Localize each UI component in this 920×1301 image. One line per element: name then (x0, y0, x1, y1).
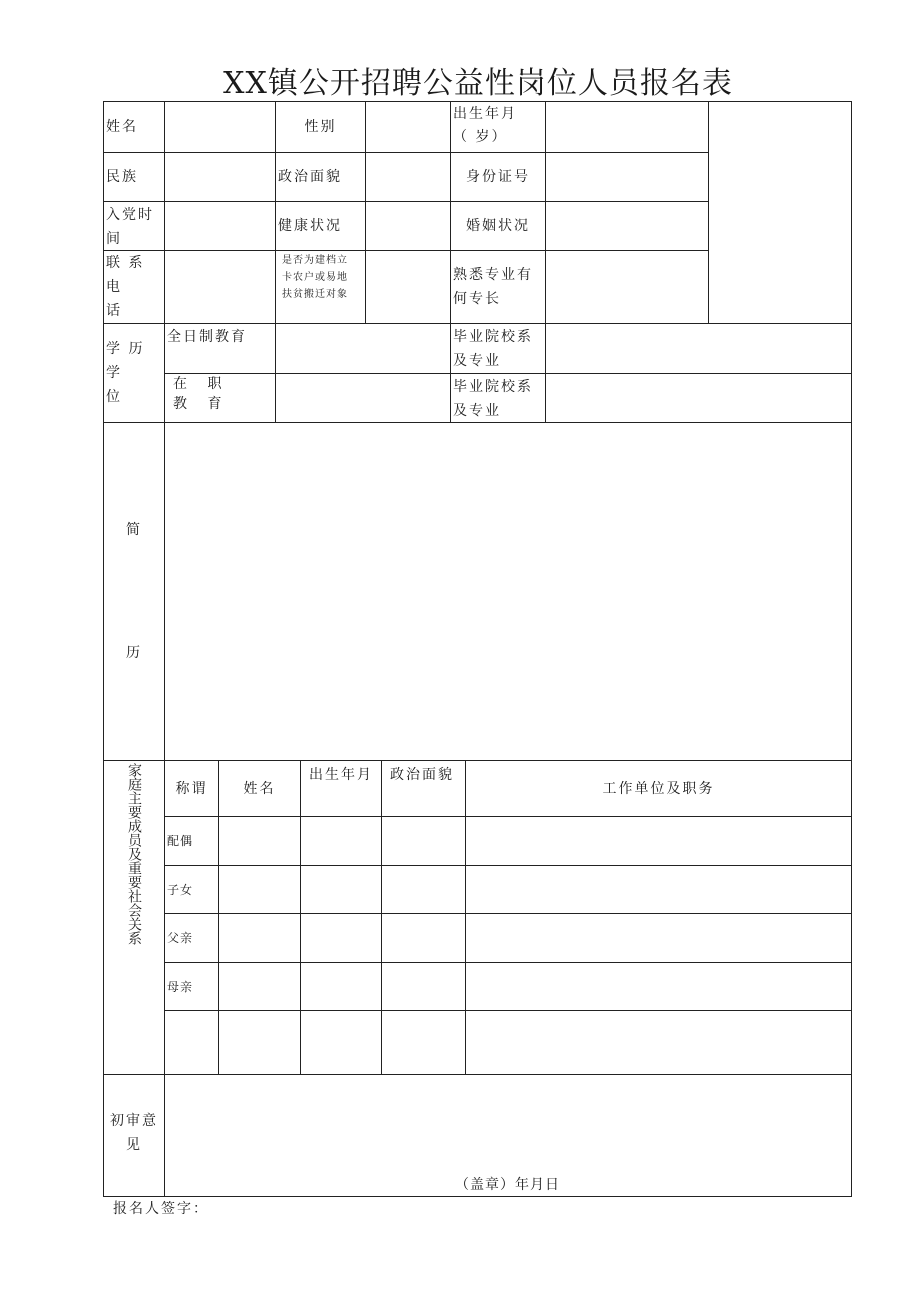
family-row-1-name[interactable] (218, 816, 301, 866)
label-school-major-1: 毕业院校系 及专业 (450, 323, 546, 374)
label-phone: 联 系 电 话 (103, 250, 165, 324)
label-gender: 性别 (275, 101, 366, 153)
family-row-2-work[interactable] (465, 865, 852, 914)
input-party-time[interactable] (164, 201, 276, 251)
family-row-1-political[interactable] (381, 816, 466, 866)
input-id-number[interactable] (545, 152, 709, 202)
label-education: 学 历 学 位 (103, 323, 165, 423)
family-label-text: 家庭主要成员及重要社会关系 (126, 763, 142, 945)
form-title: XX镇公开招聘公益性岗位人员报名表 (223, 66, 733, 101)
input-school-major-2[interactable] (545, 373, 852, 423)
label-fulltime-education: 全日制教育 (164, 323, 276, 374)
family-header-birth: 出生年月 (300, 760, 382, 817)
family-header-relation: 称谓 (164, 760, 219, 817)
label-name: 姓名 (103, 101, 165, 153)
label-political: 政治面貌 (275, 152, 366, 202)
photo-box[interactable] (708, 101, 852, 324)
input-phone[interactable] (164, 250, 276, 324)
input-political[interactable] (365, 152, 451, 202)
family-row-4-relation: 母亲 (164, 962, 219, 1011)
input-poverty-status[interactable] (365, 250, 451, 324)
label-id-number: 身份证号 (450, 152, 546, 202)
label-health: 健康状况 (275, 201, 366, 251)
label-ethnicity: 民族 (103, 152, 165, 202)
input-review[interactable] (164, 1074, 852, 1197)
family-row-2-relation: 子女 (164, 865, 219, 914)
label-marital: 婚姻状况 (450, 201, 546, 251)
input-fulltime-education[interactable] (275, 323, 451, 374)
input-resume[interactable] (164, 422, 852, 761)
family-row-4-work[interactable] (465, 962, 852, 1011)
label-family (103, 760, 165, 1075)
family-row-5-political[interactable] (381, 1010, 466, 1075)
family-row-1-birth[interactable] (300, 816, 382, 866)
label-review: 初审意 见 (103, 1074, 165, 1197)
resume-label-top: 简 (126, 522, 142, 538)
family-row-2-political[interactable] (381, 865, 466, 914)
family-row-3-relation: 父亲 (164, 913, 219, 963)
family-header-work: 工作单位及职务 (465, 760, 852, 817)
input-specialty[interactable] (545, 250, 709, 324)
label-birth: 出生年月 （ 岁） (450, 101, 546, 153)
family-row-4-birth[interactable] (300, 962, 382, 1011)
family-row-4-name[interactable] (218, 962, 301, 1011)
input-ethnicity[interactable] (164, 152, 276, 202)
input-health[interactable] (365, 201, 451, 251)
label-inservice-education: 在 职 教 育 (164, 373, 276, 423)
family-header-name: 姓名 (218, 760, 301, 817)
input-school-major-1[interactable] (545, 323, 852, 374)
input-inservice-education[interactable] (275, 373, 451, 423)
family-row-5-work[interactable] (465, 1010, 852, 1075)
input-name[interactable] (164, 101, 276, 153)
family-row-5-birth[interactable] (300, 1010, 382, 1075)
family-row-2-name[interactable] (218, 865, 301, 914)
family-row-5-relation (164, 1010, 219, 1075)
label-specialty: 熟悉专业有 何专长 (450, 250, 546, 324)
family-header-political: 政治面貌 (381, 760, 466, 817)
family-row-3-birth[interactable] (300, 913, 382, 963)
label-school-major-2: 毕业院校系 及专业 (450, 373, 546, 423)
family-row-3-political[interactable] (381, 913, 466, 963)
family-row-3-work[interactable] (465, 913, 852, 963)
label-party-time: 入党时 间 (103, 201, 165, 251)
input-gender[interactable] (365, 101, 451, 153)
label-resume (103, 422, 165, 761)
label-poverty-status: 是否为建档立 卡农户或易地 扶贫搬迁对象 (275, 250, 366, 324)
input-birth[interactable] (545, 101, 709, 153)
signature-label: 报名人签字： (113, 1201, 209, 1217)
family-row-3-name[interactable] (218, 913, 301, 963)
resume-label-bottom: 历 (126, 645, 142, 661)
input-marital[interactable] (545, 201, 709, 251)
family-row-2-birth[interactable] (300, 865, 382, 914)
family-row-5-name[interactable] (218, 1010, 301, 1075)
family-row-4-political[interactable] (381, 962, 466, 1011)
family-row-1-work[interactable] (465, 816, 852, 866)
review-stamp-date: （盖章）年月日 (455, 1177, 560, 1193)
family-row-1-relation: 配偶 (164, 816, 219, 866)
